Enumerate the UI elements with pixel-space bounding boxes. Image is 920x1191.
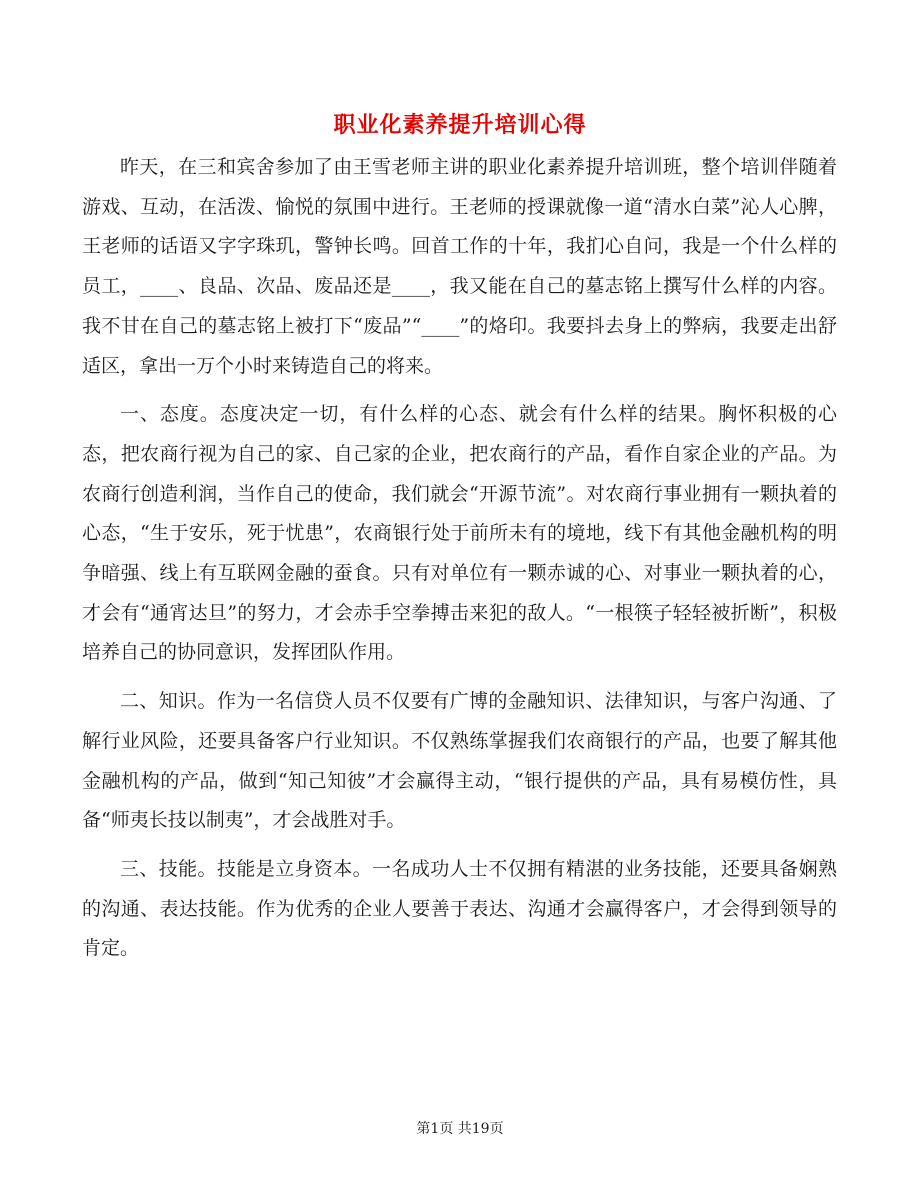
paragraph-knowledge: 二、知识。作为一名信贷人员不仅要有广博的金融知识、法律知识，与客户沟通、了解行业风险，还要具备客户行业知识。不仅熟练掌握我们农商银行的产品，也要了解其他金融机构的产品，做到“知己知彼”才会赢得主动，“银行提供的产品，具有易模仿性，具备“师夷长技以制夷”，才会战胜对手。	[82, 690, 837, 832]
paragraph-intro: 昨天，在三和宾舍参加了由王雪老师主讲的职业化素养提升培训班，整个培训伴随着游戏、互动，在活泼、愉悦的氛围中进行。王老师的授课就像一道“清水白菜”沁人心脾，王老师的话语又字字珠玑，警钟长鸣。回首工作的十年，我扪心自问，我是一个什么样的员工，____、良品、次品、废品还是____，我又能在自己的墓志铭上撰写什么样的内容。我不甘在自己的墓志铭上被打下“废品”“____”的烙印。我要抖去身上的弊病，我要走出舒适区，拿出一万个小时来铸造自己的将来。	[82, 156, 837, 377]
paragraph-attitude: 一、态度。态度决定一切，有什么样的心态、就会有什么样的结果。胸怀积极的心态，把农商行视为自己的家、自己家的企业，把农商行的产品，看作自家企业的产品。为农商行创造利润，当作自己的使命，我们就会“开源节流”。对农商行事业拥有一颗执着的心态，“生于安乐，死于忧患”，农商银行处于前所未有的境地，线下有其他金融机构的明争暗强、线上有互联网金融的蚕食。只有对单位有一颗赤诚的心、对事业一颗执着的心，才会有“通宵达旦”的努力，才会赤手空拳搏击来犯的敌人。“一根筷子轻轻被折断”，积极培养自己的协同意识，发挥团队作用。	[82, 403, 837, 664]
document-body	[82, 148, 837, 978]
page-number-footer: 第1页 共19页	[416, 1121, 504, 1137]
document-title: 职业化素养提升培训心得	[333, 112, 587, 138]
paragraph-skills: 三、技能。技能是立身资本。一名成功人士不仅拥有精湛的业务技能，还要具备娴熟的沟通、表达技能。作为优秀的企业人要善于表达、沟通才会赢得客户，才会得到领导的肯定。	[82, 857, 837, 960]
